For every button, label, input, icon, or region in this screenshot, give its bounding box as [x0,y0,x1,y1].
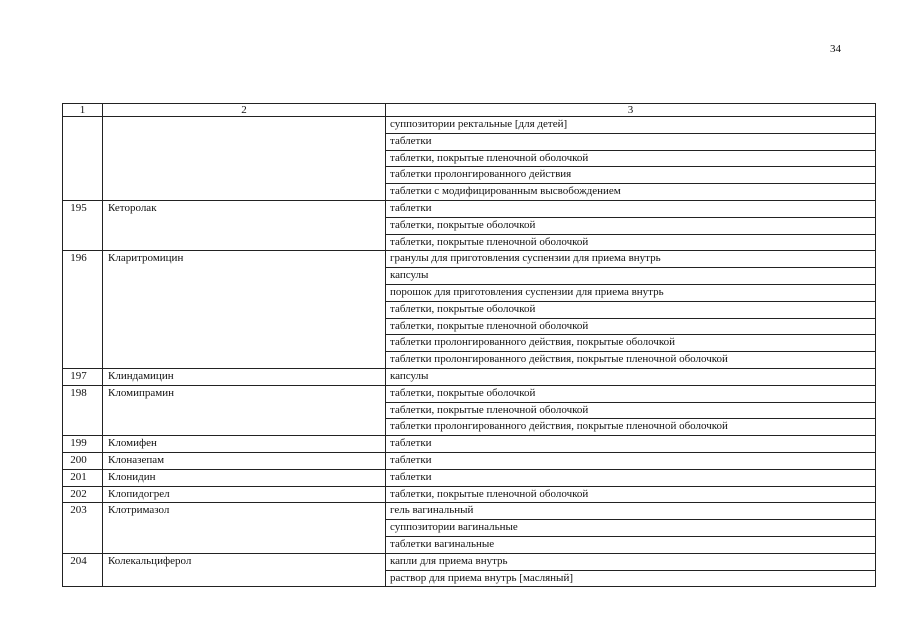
dosage-form: таблетки пролонгированного действия, покрытые оболочкой [386,335,876,352]
table-row [63,217,876,234]
dosage-form: суппозитории ректальные [для детей] [386,117,876,134]
drug-name [103,184,386,201]
dosage-form: порошок для приготовления суспензии для приема внутрь [386,284,876,301]
dosage-form: таблетки, покрытые пленочной оболочкой [386,486,876,503]
row-number [63,570,103,587]
dosage-form: таблетки [386,469,876,486]
row-number [63,184,103,201]
row-number [63,268,103,285]
row-number: 199 [63,436,103,453]
drug-name [103,167,386,184]
row-number: 200 [63,452,103,469]
table-row [63,234,876,251]
row-number: 201 [63,469,103,486]
dosage-form: гранулы для приготовления суспензии для приема внутрь [386,251,876,268]
row-number [63,234,103,251]
drug-name [103,301,386,318]
dosage-form: суппозитории вагинальные [386,520,876,537]
dosage-form: таблетки, покрытые пленочной оболочкой [386,318,876,335]
dosage-form: таблетки, покрытые пленочной оболочкой [386,402,876,419]
dosage-form: капли для приема внутрь [386,553,876,570]
row-number [63,167,103,184]
table-row [63,469,876,486]
drug-name [103,284,386,301]
drug-name [103,536,386,553]
dosage-form: раствор для приема внутрь [масляный] [386,570,876,587]
table-row [63,268,876,285]
table-row [63,335,876,352]
dosage-form: таблетки [386,200,876,217]
table-row [63,536,876,553]
row-number: 198 [63,385,103,402]
table-row [63,520,876,537]
row-number [63,150,103,167]
dosage-form: таблетки [386,452,876,469]
dosage-form: таблетки, покрытые оболочкой [386,385,876,402]
drug-name: Клотримазол [103,503,386,520]
drug-name: Клиндамицин [103,368,386,385]
dosage-form: таблетки, покрытые оболочкой [386,301,876,318]
drug-name [103,335,386,352]
header-col-2: 2 [103,104,386,117]
row-number: 203 [63,503,103,520]
drug-name [103,419,386,436]
dosage-form: таблетки [386,436,876,453]
row-number: 195 [63,200,103,217]
row-number [63,217,103,234]
table-row [63,352,876,369]
table-row [63,402,876,419]
row-number [63,301,103,318]
row-number [63,402,103,419]
row-number [63,536,103,553]
drug-name: Кломипрамин [103,385,386,402]
header-row [63,104,876,117]
dosage-form: таблетки, покрытые оболочкой [386,217,876,234]
row-number [63,133,103,150]
table-row [63,318,876,335]
dosage-form: таблетки с модифицированным высвобождением [386,184,876,201]
dosage-form: капсулы [386,268,876,285]
drug-name: Кломифен [103,436,386,453]
table-row [63,301,876,318]
table-row [63,570,876,587]
row-number: 197 [63,368,103,385]
dosage-form: капсулы [386,368,876,385]
table-row [63,200,876,217]
dosage-form: таблетки пролонгированного действия [386,167,876,184]
drug-name [103,234,386,251]
drug-table [62,103,876,587]
table-row [63,385,876,402]
drug-name [103,133,386,150]
table-row [63,184,876,201]
row-number [63,335,103,352]
drug-name [103,570,386,587]
drug-name: Кеторолак [103,200,386,217]
row-number [63,318,103,335]
table-row [63,553,876,570]
drug-name: Клоназепам [103,452,386,469]
table-row [63,419,876,436]
table-row [63,284,876,301]
table-row [63,117,876,134]
drug-name [103,150,386,167]
table-row [63,167,876,184]
row-number [63,352,103,369]
drug-name [103,520,386,537]
drug-name [103,268,386,285]
row-number [63,520,103,537]
dosage-form: таблетки вагинальные [386,536,876,553]
table-row [63,133,876,150]
header-col-3: 3 [386,104,876,117]
drug-name [103,352,386,369]
table-row [63,436,876,453]
dosage-form: таблетки пролонгированного действия, покрытые пленочной оболочкой [386,352,876,369]
drug-name: Кларитромицин [103,251,386,268]
dosage-form: гель вагинальный [386,503,876,520]
row-number [63,117,103,134]
table-row [63,452,876,469]
page-number: 34 [830,43,841,55]
row-number: 196 [63,251,103,268]
table-body [63,104,876,587]
row-number: 204 [63,553,103,570]
drug-name: Клопидогрел [103,486,386,503]
table-row [63,486,876,503]
drug-name [103,217,386,234]
dosage-form: таблетки пролонгированного действия, покрытые пленочной оболочкой [386,419,876,436]
header-col-1: 1 [63,104,103,117]
table-row [63,251,876,268]
table-row [63,503,876,520]
table-row [63,368,876,385]
drug-name [103,117,386,134]
dosage-form: таблетки, покрытые пленочной оболочкой [386,234,876,251]
drug-name: Колекальциферол [103,553,386,570]
row-number: 202 [63,486,103,503]
dosage-form: таблетки [386,133,876,150]
drug-name [103,318,386,335]
table-row [63,150,876,167]
drug-name: Клонидин [103,469,386,486]
row-number [63,419,103,436]
dosage-form: таблетки, покрытые пленочной оболочкой [386,150,876,167]
drug-name [103,402,386,419]
row-number [63,284,103,301]
